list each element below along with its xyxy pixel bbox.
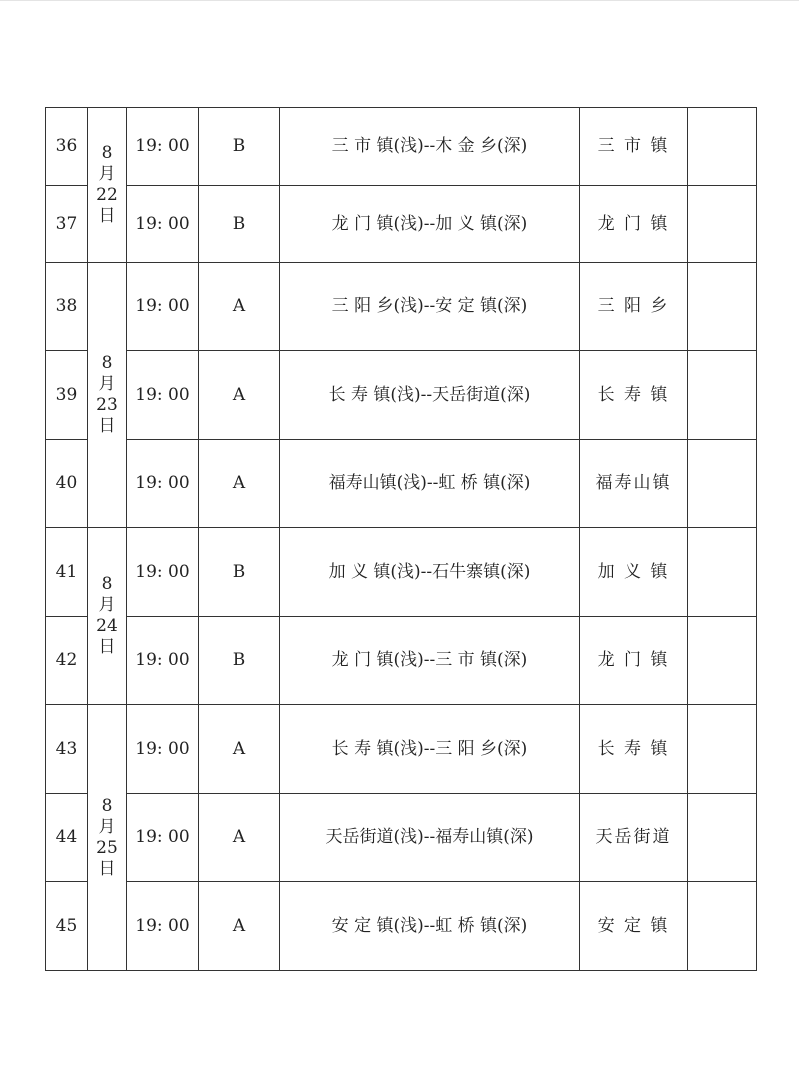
date-month: 8 bbox=[101, 353, 113, 373]
match-time: 19: 00 bbox=[127, 882, 199, 971]
match-group: A bbox=[199, 794, 280, 882]
match-note bbox=[688, 263, 757, 351]
match-note bbox=[688, 186, 757, 263]
match-time: 19: 00 bbox=[127, 351, 199, 440]
date-day: 23 bbox=[96, 395, 118, 415]
date-day-char: 日 bbox=[98, 637, 116, 657]
date-month-char: 月 bbox=[98, 595, 116, 615]
date-month: 8 bbox=[101, 795, 113, 816]
match-time: 19: 00 bbox=[127, 440, 199, 528]
match-group: B bbox=[199, 528, 280, 617]
match-time: 19: 00 bbox=[127, 794, 199, 882]
match-note bbox=[688, 882, 757, 971]
match-group: A bbox=[199, 705, 280, 794]
table-row bbox=[46, 794, 757, 882]
match-teams: 三 阳 乡(浅)--安 定 镇(深) bbox=[280, 263, 580, 351]
match-number: 40 bbox=[46, 440, 88, 528]
match-note bbox=[688, 705, 757, 794]
match-host: 龙 门 镇 bbox=[580, 617, 688, 705]
match-host: 福寿山镇 bbox=[580, 440, 688, 528]
match-host: 长 寿 镇 bbox=[580, 351, 688, 440]
match-time: 19: 00 bbox=[127, 617, 199, 705]
match-host: 天岳街道 bbox=[580, 794, 688, 882]
match-host: 龙 门 镇 bbox=[580, 186, 688, 263]
match-host: 加 义 镇 bbox=[580, 528, 688, 617]
match-note bbox=[688, 440, 757, 528]
table-row bbox=[46, 882, 757, 971]
match-teams: 龙 门 镇(浅)--三 市 镇(深) bbox=[280, 617, 580, 705]
match-number: 44 bbox=[46, 794, 88, 882]
table-row bbox=[46, 705, 757, 794]
match-teams: 福寿山镇(浅)--虹 桥 镇(深) bbox=[280, 440, 580, 528]
date-day: 22 bbox=[96, 185, 118, 205]
match-teams: 长 寿 镇(浅)--天岳街道(深) bbox=[280, 351, 580, 440]
match-group: A bbox=[199, 263, 280, 351]
match-number: 41 bbox=[46, 528, 88, 617]
match-teams: 龙 门 镇(浅)--加 义 镇(深) bbox=[280, 186, 580, 263]
match-group: A bbox=[199, 882, 280, 971]
table-row bbox=[46, 528, 757, 617]
match-teams: 安 定 镇(浅)--虹 桥 镇(深) bbox=[280, 882, 580, 971]
date-month-char: 月 bbox=[98, 374, 116, 394]
match-host: 安 定 镇 bbox=[580, 882, 688, 971]
match-number: 38 bbox=[46, 263, 88, 351]
date-month-char: 月 bbox=[98, 164, 116, 184]
date-cell bbox=[88, 263, 127, 528]
match-time: 19: 00 bbox=[127, 263, 199, 351]
match-host: 三 市 镇 bbox=[580, 108, 688, 186]
match-host: 长 寿 镇 bbox=[580, 705, 688, 794]
match-time: 19: 00 bbox=[127, 528, 199, 617]
match-note bbox=[688, 528, 757, 617]
match-note bbox=[688, 794, 757, 882]
match-group: B bbox=[199, 186, 280, 263]
date-day: 24 bbox=[96, 616, 118, 636]
date-cell bbox=[88, 108, 127, 263]
match-host: 三 阳 乡 bbox=[580, 263, 688, 351]
match-group: B bbox=[199, 617, 280, 705]
match-teams: 天岳街道(浅)--福寿山镇(深) bbox=[280, 794, 580, 882]
match-number: 43 bbox=[46, 705, 88, 794]
match-note bbox=[688, 351, 757, 440]
table-row bbox=[46, 440, 757, 528]
match-note bbox=[688, 108, 757, 186]
match-number: 42 bbox=[46, 617, 88, 705]
match-note bbox=[688, 617, 757, 705]
match-teams: 加 义 镇(浅)--石牛寨镇(深) bbox=[280, 528, 580, 617]
table-row bbox=[46, 617, 757, 705]
match-group: A bbox=[199, 351, 280, 440]
date-day: 25 bbox=[96, 837, 118, 858]
match-time: 19: 00 bbox=[127, 705, 199, 794]
date-month: 8 bbox=[101, 143, 113, 163]
match-group: B bbox=[199, 108, 280, 186]
date-day-char: 日 bbox=[98, 416, 116, 436]
match-number: 39 bbox=[46, 351, 88, 440]
date-cell bbox=[88, 528, 127, 705]
table-row bbox=[46, 263, 757, 351]
date-month-char: 月 bbox=[98, 816, 116, 837]
match-time: 19: 00 bbox=[127, 186, 199, 263]
schedule-table bbox=[45, 107, 757, 971]
date-month: 8 bbox=[101, 574, 113, 594]
match-time: 19: 00 bbox=[127, 108, 199, 186]
match-number: 37 bbox=[46, 186, 88, 263]
table-row bbox=[46, 108, 757, 186]
match-teams: 长 寿 镇(浅)--三 阳 乡(深) bbox=[280, 705, 580, 794]
date-day-char: 日 bbox=[98, 206, 116, 226]
date-day-char: 日 bbox=[98, 858, 116, 879]
match-number: 45 bbox=[46, 882, 88, 971]
match-group: A bbox=[199, 440, 280, 528]
table-row bbox=[46, 186, 757, 263]
match-teams: 三 市 镇(浅)--木 金 乡(深) bbox=[280, 108, 580, 186]
table-row bbox=[46, 351, 757, 440]
date-cell bbox=[88, 705, 127, 971]
match-number: 36 bbox=[46, 108, 88, 186]
